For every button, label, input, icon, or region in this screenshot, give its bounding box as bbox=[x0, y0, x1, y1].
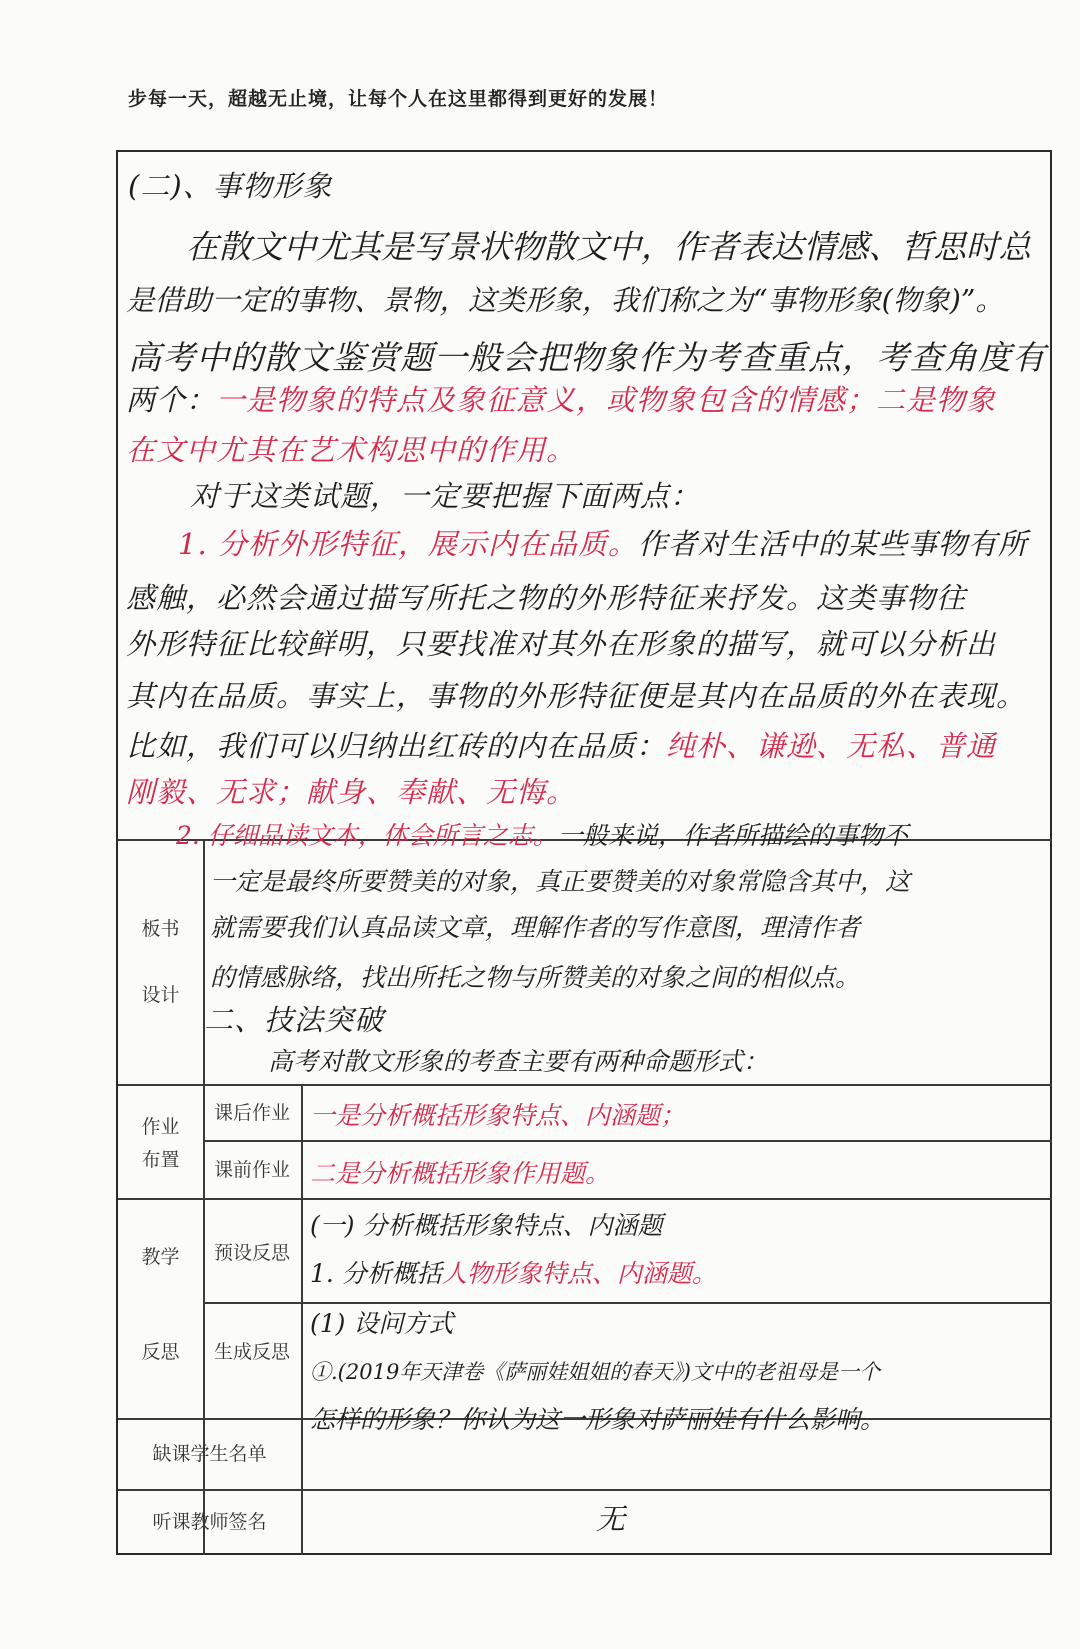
notes-highlight: 1. 分析外形特征，展示内在品质。 bbox=[178, 527, 638, 561]
observer-signature-content: 无 bbox=[596, 1502, 627, 1536]
reflection-label-1: 教学 bbox=[141, 1246, 180, 1268]
notes-line bbox=[126, 378, 996, 419]
notes-heading: (二)、事物形象 bbox=[128, 169, 333, 203]
notes-line: 在散文中尤其是写景状物散文中，作者表达情感、哲思时总 bbox=[186, 228, 1032, 266]
sublabel-column-divider bbox=[301, 1084, 303, 1555]
notes-line: 其内在品质。事实上，事物的外形特征便是其内在品质的外在表现。 bbox=[126, 679, 1027, 713]
generated-reflection-line: (1) 设问方式 bbox=[310, 1309, 454, 1338]
notes-line: 高考中的散文鉴赏题一般会把物象作为考查重点，考查角度有 bbox=[128, 338, 1046, 377]
reflection-label-2: 反思 bbox=[141, 1341, 180, 1363]
homework-bottom-divider bbox=[118, 1198, 1052, 1200]
notes-line: 感触，必然会通过描写所托之物的外形特征来抒发。这类事物往 bbox=[126, 581, 967, 615]
notes-highlight: 人物形象特点、内涵题。 bbox=[441, 1259, 717, 1288]
notes-line: 是借助一定的事物、景物，这类形象，我们称之为“事物形象(物象)”。 bbox=[126, 284, 1004, 317]
notes-highlight-line: 在文中尤其在艺术构思中的作用。 bbox=[126, 433, 577, 467]
preset-reflection-label: 预设反思 bbox=[213, 1242, 290, 1264]
lesson-plan-table bbox=[116, 150, 1052, 1555]
after-class-homework-content: 一是分析概括形象特点、内涵题； bbox=[310, 1101, 686, 1130]
notes-line: 的情感脉络，找出所托之物与所赞美的对象之间的相似点。 bbox=[210, 963, 861, 992]
notes-text: 一般来说，作者所描绘的事物不 bbox=[557, 821, 908, 850]
notes-line: 一定是最终所要赞美的对象，真正要赞美的对象常隐含其中，这 bbox=[210, 867, 911, 896]
notes-line bbox=[178, 522, 1028, 563]
notes-line: 对于这类试题，一定要把握下面两点： bbox=[190, 479, 701, 513]
generated-reflection-line: ①.(2019年天津卷《萨丽娃姐姐的春天》)文中的老祖母是一个 bbox=[310, 1360, 881, 1384]
absent-students-label: 缺课学生名单 bbox=[152, 1443, 267, 1465]
before-class-homework-label: 课前作业 bbox=[213, 1159, 290, 1181]
notes-line: 就需要我们认真品读文章，理解作者的写作意图，理清作者 bbox=[210, 913, 861, 942]
notes-line: 外形特征比较鲜明，只要找准对其外在形象的描写，就可以分析出 bbox=[126, 627, 997, 661]
board-design-bottom-divider bbox=[118, 1084, 1052, 1086]
notes-text: 比如，我们可以归纳出红砖的内在品质： bbox=[126, 729, 667, 763]
notes-highlight: 2. 仔细品读文本，体会所言之志。 bbox=[176, 821, 558, 850]
section-two-heading: 二、技法突破 bbox=[204, 1003, 385, 1037]
notes-line: 高考对散文形象的考查主要有两种命题形式： bbox=[268, 1047, 769, 1076]
absent-bottom-divider bbox=[118, 1489, 1052, 1491]
homework-label-1: 作业 bbox=[141, 1116, 180, 1138]
school-motto: 步每一天，超越无止境，让每个人在这里都得到更好的发展！ bbox=[128, 88, 669, 110]
preset-reflection-line bbox=[310, 1254, 717, 1290]
board-design-label-1: 板书 bbox=[141, 918, 180, 940]
notes-line bbox=[176, 816, 908, 852]
homework-mid-divider bbox=[203, 1140, 1052, 1142]
observer-signature-label: 听课教师签名 bbox=[152, 1511, 267, 1533]
notes-highlight: 一是物象的特点及象征意义，或物象包含的情感；二是物象 bbox=[216, 383, 997, 417]
after-class-homework-label: 课后作业 bbox=[213, 1102, 290, 1124]
notes-text: 两个： bbox=[126, 383, 217, 417]
generated-reflection-label: 生成反思 bbox=[213, 1341, 290, 1363]
homework-label-2: 布置 bbox=[141, 1149, 180, 1171]
board-design-label-2: 设计 bbox=[141, 984, 180, 1006]
generated-reflection-line: 怎样的形象？你认为这一形象对萨丽娃有什么影响。 bbox=[310, 1405, 886, 1434]
preset-reflection-line: (一) 分析概括形象特点、内涵题 bbox=[310, 1211, 663, 1240]
notes-highlight: 纯朴、谦逊、无私、普通 bbox=[666, 729, 997, 763]
notes-highlight-line: 刚毅、无求；献身、奉献、无悔。 bbox=[126, 775, 577, 809]
notes-line bbox=[126, 724, 996, 765]
before-class-homework-content: 二是分析概括形象作用题。 bbox=[310, 1159, 611, 1188]
notes-text: 1. 分析概括 bbox=[310, 1259, 442, 1288]
notes-text: 作者对生活中的某些事物有所 bbox=[637, 527, 1028, 561]
